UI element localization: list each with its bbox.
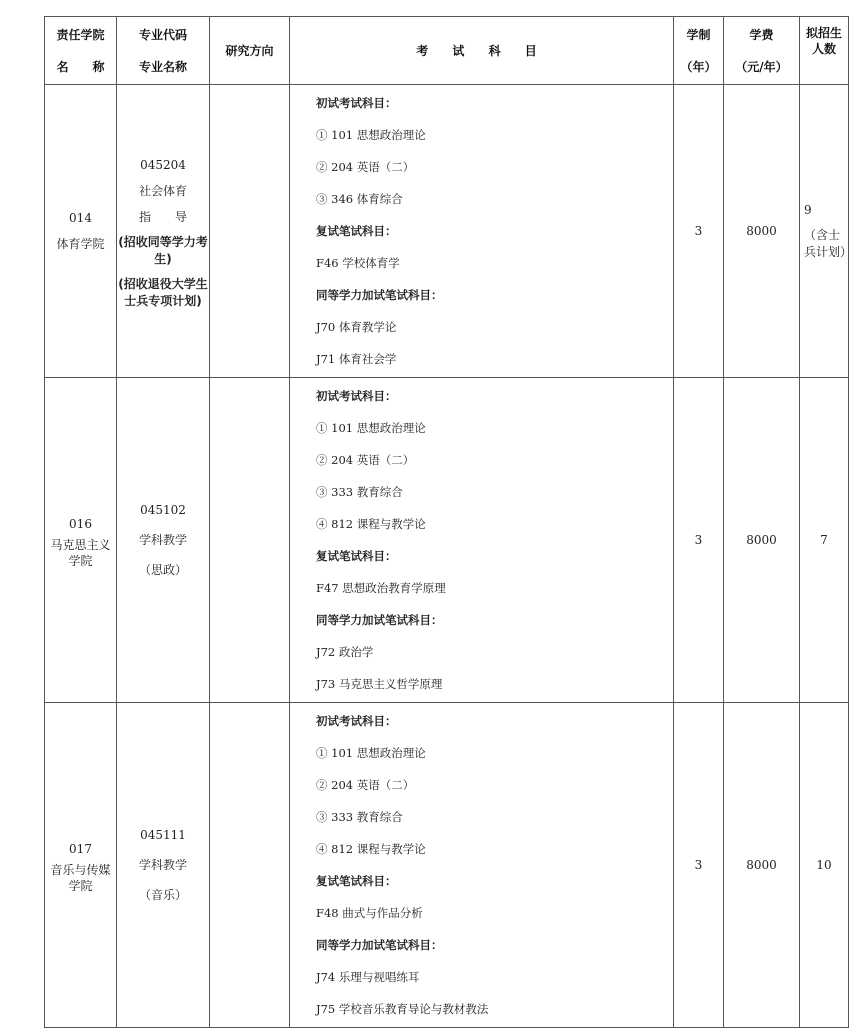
subject-item: J74 乐理与视唱练耳 [316, 970, 420, 984]
subject-heading: 同等学力加试笔试科目： [316, 288, 443, 302]
quota-cell: 7 [800, 378, 849, 703]
fee-cell: 8000 [724, 85, 800, 378]
college-code: 014 [69, 211, 92, 225]
major-name: 学科教学 [138, 858, 187, 872]
subject-item: ② 204 英语（二） [316, 453, 415, 467]
quota-note: （含士兵计划） [804, 227, 853, 259]
college-name: 音乐与传媒学院 [50, 863, 111, 893]
header-years: 学制 （年） [674, 17, 724, 85]
major-code: 045102 [140, 503, 186, 517]
college-cell [45, 85, 117, 378]
subject-item: J70 体育教学论 [316, 320, 397, 334]
subject-item: ③ 346 体育综合 [316, 192, 403, 206]
subject-heading: 同等学力加试笔试科目： [316, 613, 443, 627]
subject-item: J71 体育社会学 [316, 352, 397, 366]
subject-heading: 复试笔试科目： [316, 224, 397, 238]
major-name: 社会体育 [138, 184, 187, 198]
subject-item: ① 101 思想政治理论 [316, 746, 426, 760]
quota-cell: 10 [800, 703, 849, 1028]
subject-item: F46 学校体育学 [316, 256, 400, 270]
college-name: 马克思主义学院 [50, 538, 111, 568]
subject-item: ③ 333 教育综合 [316, 485, 403, 499]
header-fee: 学费 （元/年） [724, 17, 800, 85]
fee-cell: 8000 [724, 378, 800, 703]
header-row [45, 17, 849, 85]
header-subjects: 考 试 科 目 [290, 17, 674, 85]
subject-item: ① 101 思想政治理论 [316, 421, 426, 435]
subject-heading: 复试笔试科目： [316, 549, 397, 563]
header-major: 专业代码 专业名称 [117, 17, 210, 85]
years-cell: 3 [674, 378, 724, 703]
header-quota: 拟招生 人数 [800, 17, 849, 85]
subject-item: ③ 333 教育综合 [316, 810, 403, 824]
header-direction: 研究方向 [210, 17, 290, 85]
subject-item: ④ 812 课程与教学论 [316, 517, 426, 531]
enrollment-table [44, 16, 853, 1028]
major-code: 045111 [140, 828, 186, 842]
subject-heading: 初试考试科目： [316, 389, 397, 403]
college-name: 体育学院 [56, 237, 105, 251]
college-cell [45, 378, 117, 703]
subject-item: ② 204 英语（二） [316, 778, 415, 792]
major-cell [117, 85, 210, 378]
major-cell [117, 378, 210, 703]
subjects-cell [290, 85, 674, 378]
subject-heading: 初试考试科目： [316, 96, 397, 110]
major-cell [117, 703, 210, 1028]
subject-item: J73 马克思主义哲学原理 [316, 677, 443, 691]
major-code: 045204 [140, 158, 186, 172]
table-row [45, 378, 849, 703]
college-code: 016 [69, 517, 92, 531]
subject-heading: 初试考试科目： [316, 714, 397, 728]
years-cell: 3 [674, 703, 724, 1028]
direction-cell [210, 85, 290, 378]
subject-item: J72 政治学 [316, 645, 374, 659]
major-note: (招收同等学力考生) [118, 235, 208, 266]
header-college: 责任学院 名 称 [45, 17, 117, 85]
major-name-cont: 指 导 [138, 210, 187, 224]
years-cell: 3 [674, 85, 724, 378]
quota-value: 9 [804, 202, 812, 217]
subject-item: F47 思想政治教育学原理 [316, 581, 446, 595]
college-cell [45, 703, 117, 1028]
direction-cell [210, 703, 290, 1028]
major-note: (招收退役大学生士兵专项计划) [118, 277, 208, 308]
subject-heading: 复试笔试科目： [316, 874, 397, 888]
major-sub: （思政） [138, 563, 187, 577]
subject-heading: 同等学力加试笔试科目： [316, 938, 443, 952]
major-name: 学科教学 [138, 533, 187, 547]
subject-item: J75 学校音乐教育导论与教材教法 [316, 1002, 489, 1016]
subjects-cell [290, 378, 674, 703]
subject-item: ② 204 英语（二） [316, 160, 415, 174]
table-row [45, 85, 849, 378]
direction-cell [210, 378, 290, 703]
quota-cell [800, 85, 853, 378]
subject-item: ④ 812 课程与教学论 [316, 842, 426, 856]
college-code: 017 [69, 842, 92, 856]
subjects-cell [290, 703, 674, 1028]
fee-cell: 8000 [724, 703, 800, 1028]
subject-item: ① 101 思想政治理论 [316, 128, 426, 142]
subject-item: F48 曲式与作品分析 [316, 906, 423, 920]
major-sub: （音乐） [138, 888, 187, 902]
table-row [45, 703, 849, 1028]
